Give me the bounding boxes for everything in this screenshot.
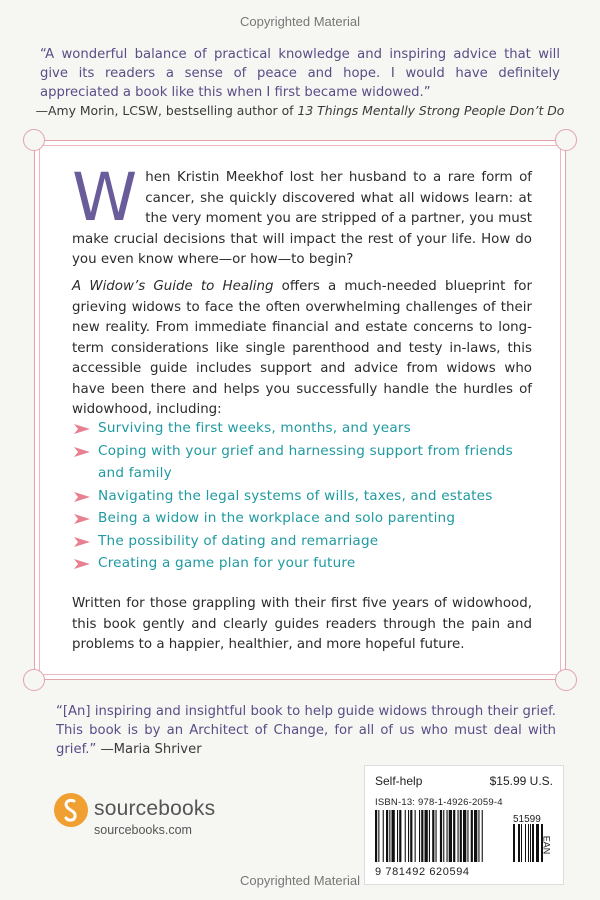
barcode-bar [378, 810, 379, 862]
addon-barcode-bar [536, 824, 539, 862]
list-item [72, 552, 532, 575]
publisher-name: sourcebooks [94, 797, 216, 820]
list-item-text: Surviving the first weeks, months, and years [98, 420, 411, 436]
category-label: Self-help [375, 774, 423, 788]
barcode-bar [478, 810, 479, 862]
list-item-text: Coping with your grief and harnessing support from friends and family [98, 442, 513, 481]
list-item-text: Being a widow in the workplace and solo parenting [98, 510, 456, 526]
addon-barcode-bar [525, 824, 526, 862]
barcode-panel [364, 765, 564, 885]
addon-barcode-bar [513, 824, 515, 862]
frame-corner [23, 669, 45, 691]
barcode-bar [389, 810, 390, 862]
addon-barcode-bar [532, 824, 534, 862]
barcode-bar [471, 810, 473, 862]
list-item [72, 417, 532, 440]
book-title: A Widow’s Guide to Healing [72, 279, 274, 294]
barcode-bar [453, 810, 455, 862]
addon-barcode-bar [528, 824, 529, 862]
list-item-text: Navigating the legal systems of wills, taxes, and estates [98, 487, 493, 504]
list-item [72, 530, 532, 553]
arrow-bullet-icon [74, 447, 90, 457]
barcode-bar [443, 810, 444, 862]
barcode-bar [449, 810, 452, 862]
frame-corner [555, 669, 577, 691]
barcode-bar [399, 810, 401, 862]
arrow-bullet-icon [74, 424, 90, 434]
arrow-bullet-icon [74, 559, 90, 569]
barcode-bar [425, 810, 428, 862]
barcode-bar [375, 810, 377, 862]
barcode-bar [482, 810, 483, 862]
topics-list [72, 417, 532, 575]
barcode-bar [447, 810, 448, 862]
frame-corner [555, 129, 577, 151]
top-endorsement-quote: “A wonderful balance of practical knowledge and inspiring advice that will give its readers a sense of peace and hope. I would have definitely appreciated a book like this when I first became widowed.” [40, 47, 560, 100]
isbn-label: ISBN-13: 978-1-4926-2059-4 [375, 797, 503, 808]
barcode-bar [410, 810, 412, 862]
barcode-digits: 9 781492 620594 [375, 866, 470, 878]
bottom-quote-text: “[An] inspiring and insightful book to help guide widows through their grief. This book is by an Architect of Change, for all of us who must deal with grief.” [56, 704, 556, 757]
addon-barcode-bar [521, 824, 522, 862]
description-paragraph [72, 277, 532, 421]
barcode-bar [440, 810, 442, 862]
ean-label: EAN [541, 835, 552, 855]
intro-paragraph [72, 159, 532, 271]
barcode-bar [429, 810, 430, 862]
publisher-url: sourcebooks.com [94, 823, 192, 837]
description-text: offers a much-needed blueprint for grieving widows to face the often overwhelming challenges of their new reality. From immediate financial and estate concerns to long-term considerations like single parenthood and testy in-laws, this accessible guide includes support and advice from widows who have been there and helps you successfully handle the hurdles of widowhood, including: [72, 279, 532, 417]
barcode-bar [421, 810, 423, 862]
intro-text: hen Kristin Meekhof lost her husband to a rare form of cancer, she quickly discovered what all widows learn: at the very moment you are stripped of a partner, you must make crucial decisions that will impact the rest of your life. How do you even know where—or how—to begin? [72, 170, 532, 267]
list-item [72, 507, 532, 530]
top-endorsement-attribution [0, 103, 600, 118]
publisher-mark-icon [54, 793, 88, 827]
arrow-bullet-icon [74, 492, 90, 502]
arrow-bullet-icon [74, 514, 90, 524]
barcode-bar [419, 810, 420, 862]
barcode-bar [405, 810, 406, 862]
barcode-bar [386, 810, 388, 862]
price-label: $15.99 U.S. [489, 774, 553, 788]
barcode-bar [458, 810, 459, 862]
drop-cap: W [72, 159, 138, 236]
closing-paragraph: Written for those grappling with their first five years of widowhood, this book gently and clearly guides readers through the pain and problems to a happier, healthier, and more hopeful future. [72, 596, 532, 652]
barcode-bar [436, 810, 437, 862]
barcode-bar [474, 810, 477, 862]
barcode-bar [460, 810, 462, 862]
barcode-bar [392, 810, 395, 862]
barcode-bar [467, 810, 468, 862]
addon-barcode-bar [518, 824, 520, 862]
barcode-bar [397, 810, 398, 862]
price-addon-code: 51599 [513, 814, 541, 825]
attribution-book-title: 13 Things Mentally Strong People Don’t Do [297, 103, 565, 118]
barcode-bar [463, 810, 466, 862]
list-item-text: Creating a game plan for your future [98, 555, 356, 571]
barcode-bar [432, 810, 434, 862]
publisher-logo [54, 793, 254, 843]
list-item [72, 485, 532, 508]
barcode-bar [415, 810, 416, 862]
copyright-notice-bottom: Copyrighted Material [240, 873, 360, 888]
attribution-prefix: —Amy Morin, LCSW, bestselling author of [35, 103, 298, 118]
bottom-endorsement-quote [56, 702, 556, 759]
arrow-bullet-icon [74, 537, 90, 547]
barcode-bar [383, 810, 384, 862]
addon-barcode-bar [530, 824, 531, 862]
bottom-quote-attribution: —Maria Shriver [100, 742, 202, 757]
frame-corner [23, 129, 45, 151]
list-item-text: The possibility of dating and remarriage [98, 532, 379, 549]
barcode-bar [408, 810, 409, 862]
list-item [72, 440, 532, 485]
copyright-notice-top: Copyrighted Material [240, 14, 360, 29]
